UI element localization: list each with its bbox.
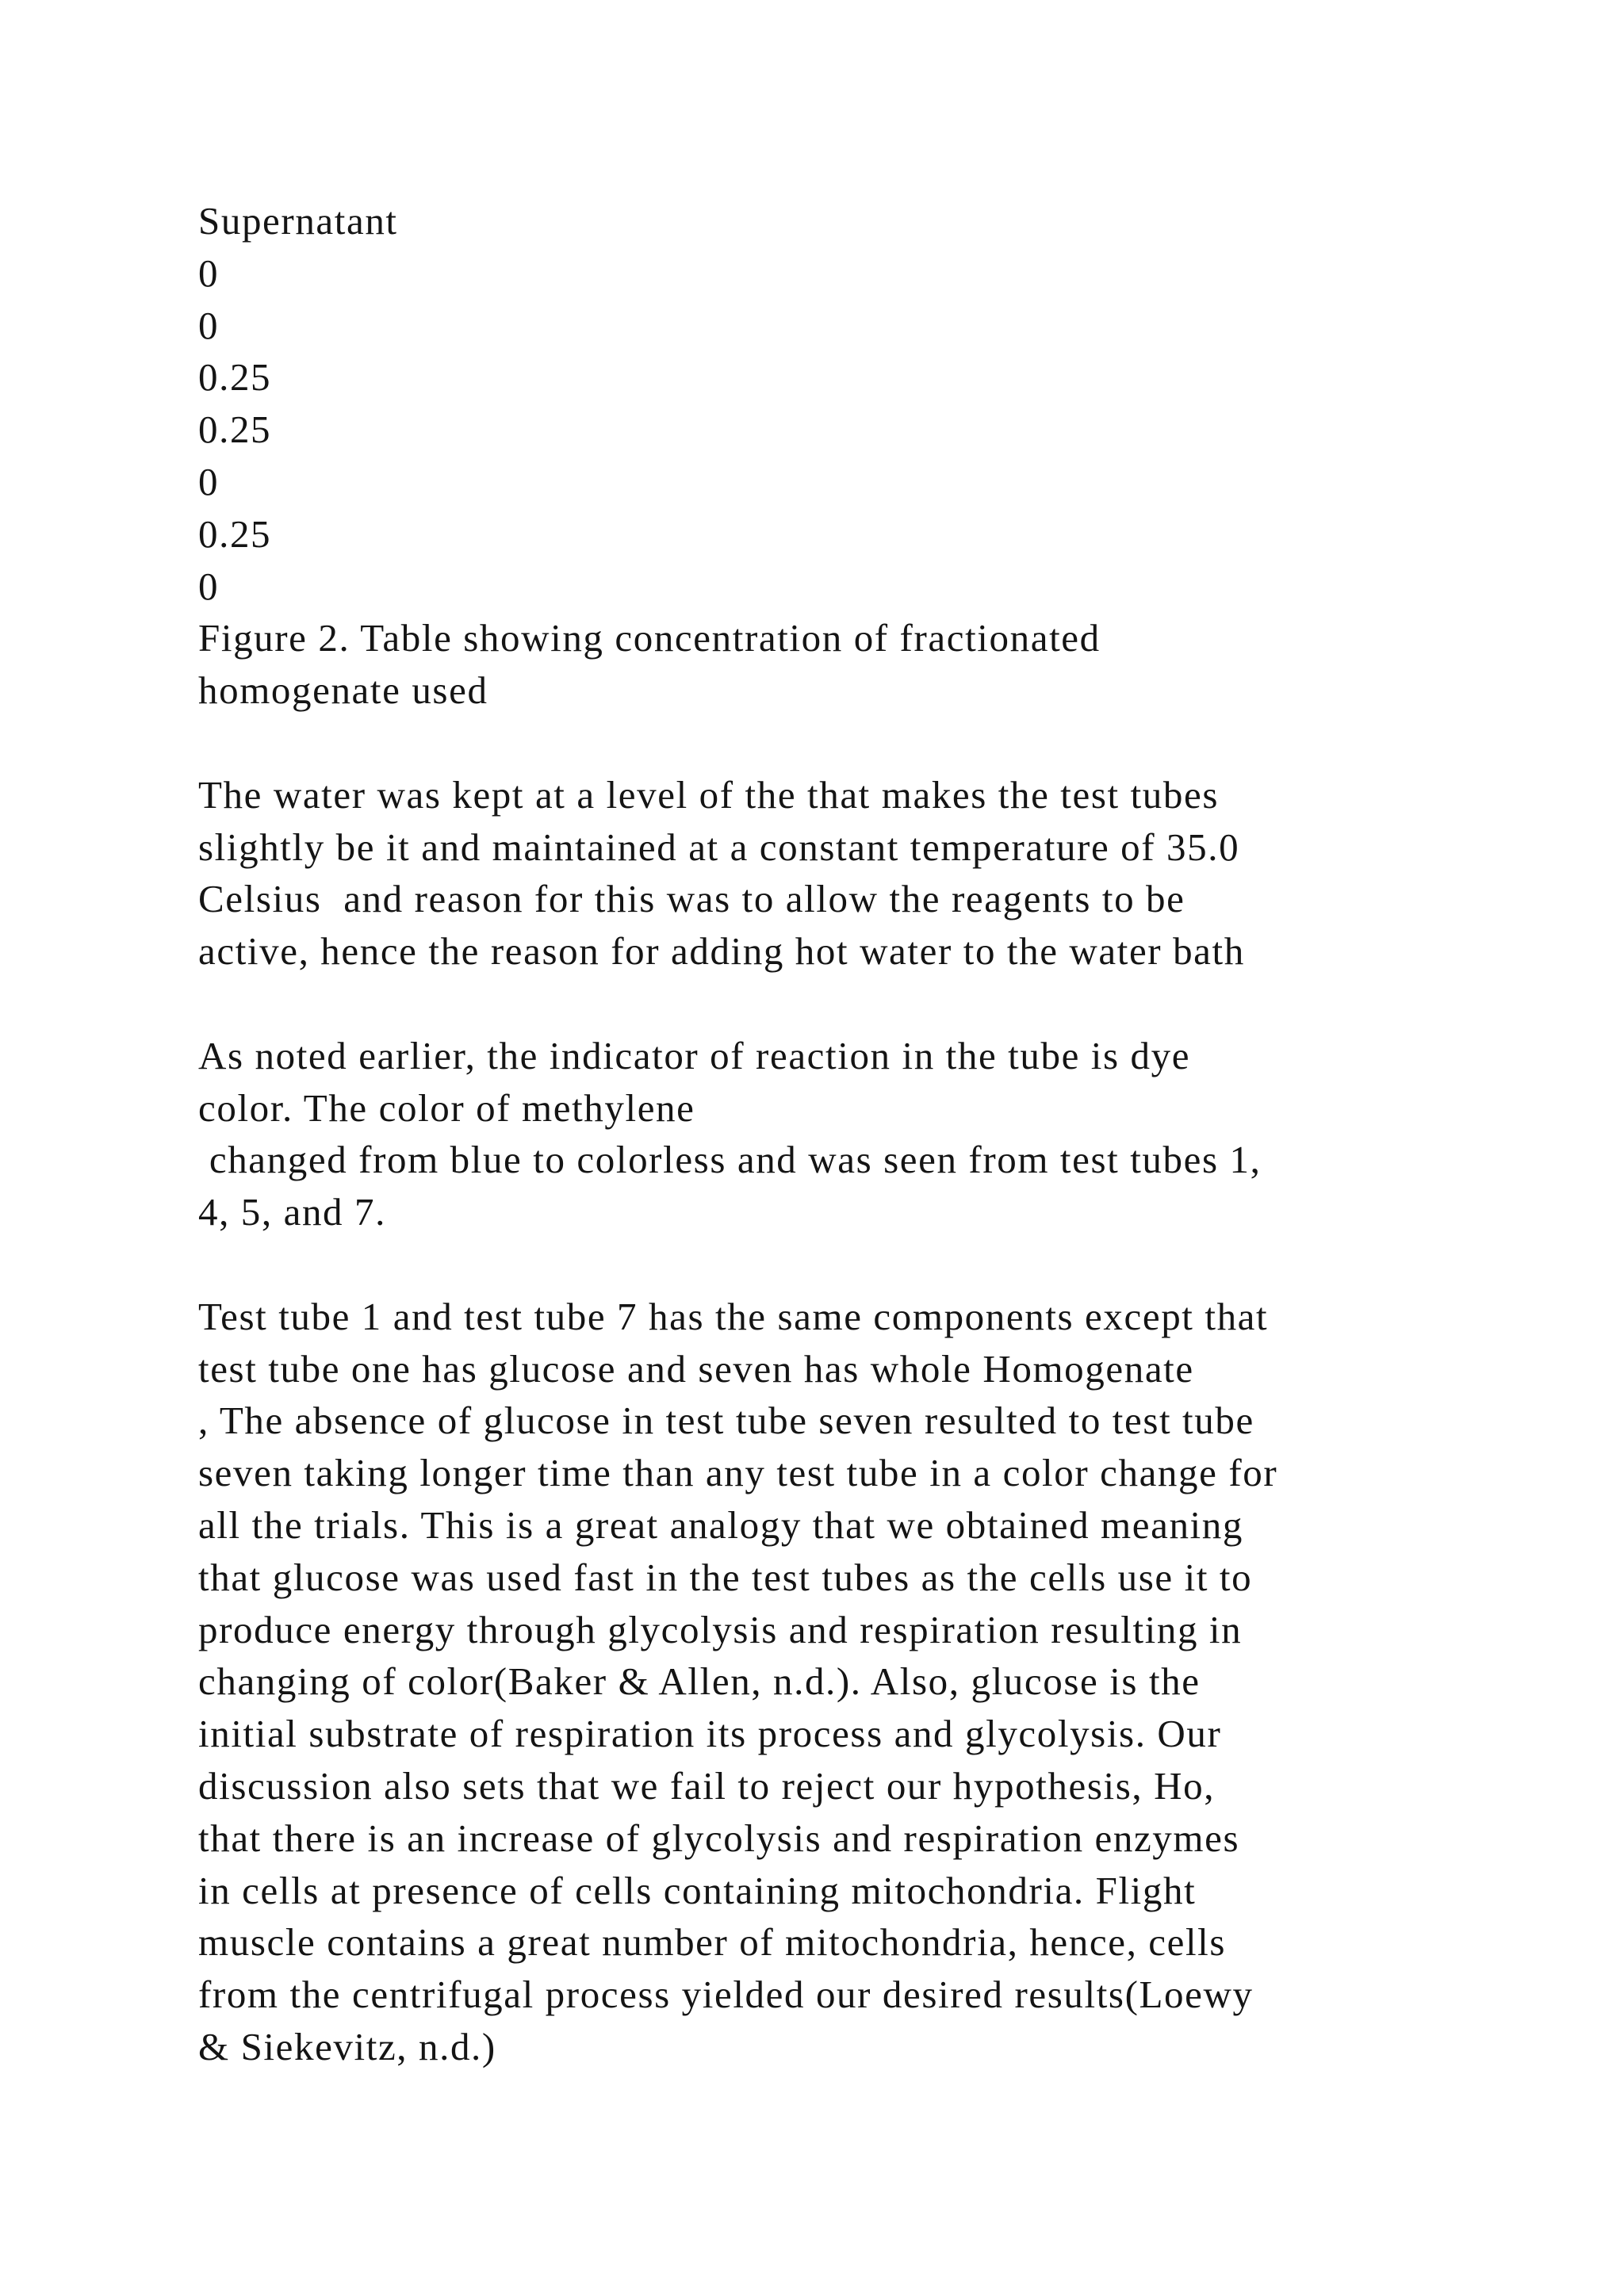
paragraph-line: Celsius and reason for this was to allow the reagents to be — [198, 877, 1185, 921]
paragraph-line: Test tube 1 and test tube 7 has the same components except that — [198, 1294, 1269, 1338]
table-cell: 0 — [198, 564, 220, 608]
caption-line: homogenate used — [198, 668, 488, 713]
paragraph-line: all the trials. This is a great analogy that we obtained meaning — [198, 1502, 1243, 1547]
paragraph-line: discussion also sets that we fail to reject our hypothesis, Ho, — [198, 1763, 1216, 1808]
document-body — [198, 195, 1499, 2073]
paragraph-line: changed from blue to colorless and was seen from test tubes 1, — [198, 1138, 1262, 1182]
table-cell: 0 — [198, 459, 220, 503]
table-cell: 0 — [198, 303, 220, 347]
paragraph-spacer — [198, 1238, 1499, 1291]
paragraph-line: color. The color of methylene — [198, 1085, 695, 1130]
table-cell: 0 — [198, 251, 220, 295]
paragraph-water-bath — [198, 769, 1499, 978]
paragraph-spacer — [198, 978, 1499, 1030]
paragraph-line: muscle contains a great number of mitochondria, hence, cells — [198, 1920, 1227, 1965]
paragraph-spacer — [198, 717, 1499, 769]
paragraph-line: initial substrate of respiration its process and glycolysis. Our — [198, 1712, 1222, 1756]
paragraph-line: produce energy through glycolysis and respiration resulting in — [198, 1607, 1243, 1651]
paragraph-line: active, hence the reason for adding hot water to the water bath — [198, 929, 1245, 974]
paragraph-line: The water was kept at a level of the that makes the test tubes — [198, 772, 1220, 817]
paragraph-dye-color — [198, 1030, 1499, 1238]
paragraph-line: slightly be it and maintained at a constant temperature of 35.0 — [198, 825, 1240, 869]
table-column-header: Supernatant — [198, 199, 398, 243]
paragraph-line: changing of color(Baker & Allen, n.d.). Also, glucose is the — [198, 1659, 1201, 1704]
paragraph-line: 4, 5, and 7. — [198, 1190, 386, 1234]
paragraph-line: As noted earlier, the indicator of reaction in the tube is dye — [198, 1033, 1191, 1077]
paragraph-discussion — [198, 1291, 1499, 2073]
paragraph-line: in cells at presence of cells containing mitochondria. Flight — [198, 1868, 1197, 1912]
paragraph-line: from the centrifugal process yielded our desired results(Loewy — [198, 1973, 1254, 2017]
table-cell: 0.25 — [198, 408, 272, 452]
table-cell: 0.25 — [198, 511, 272, 556]
paragraph-line: , The absence of glucose in test tube seven resulted to test tube — [198, 1399, 1254, 1443]
caption-line: Figure 2. Table showing concentration of fractionated — [198, 616, 1101, 660]
paragraph-line: test tube one has glucose and seven has whole Homogenate — [198, 1346, 1194, 1391]
table-fragment — [198, 195, 1499, 612]
paragraph-line: that glucose was used fast in the test tubes as the cells use it to — [198, 1555, 1253, 1599]
paragraph-line: that there is an increase of glycolysis and respiration enzymes — [198, 1816, 1240, 1860]
paragraph-line: seven taking longer time than any test tube in a color change for — [198, 1451, 1278, 1495]
figure-caption — [198, 612, 1499, 717]
table-cell: 0.25 — [198, 355, 272, 400]
paragraph-line: & Siekevitz, n.d.) — [198, 2024, 496, 2068]
